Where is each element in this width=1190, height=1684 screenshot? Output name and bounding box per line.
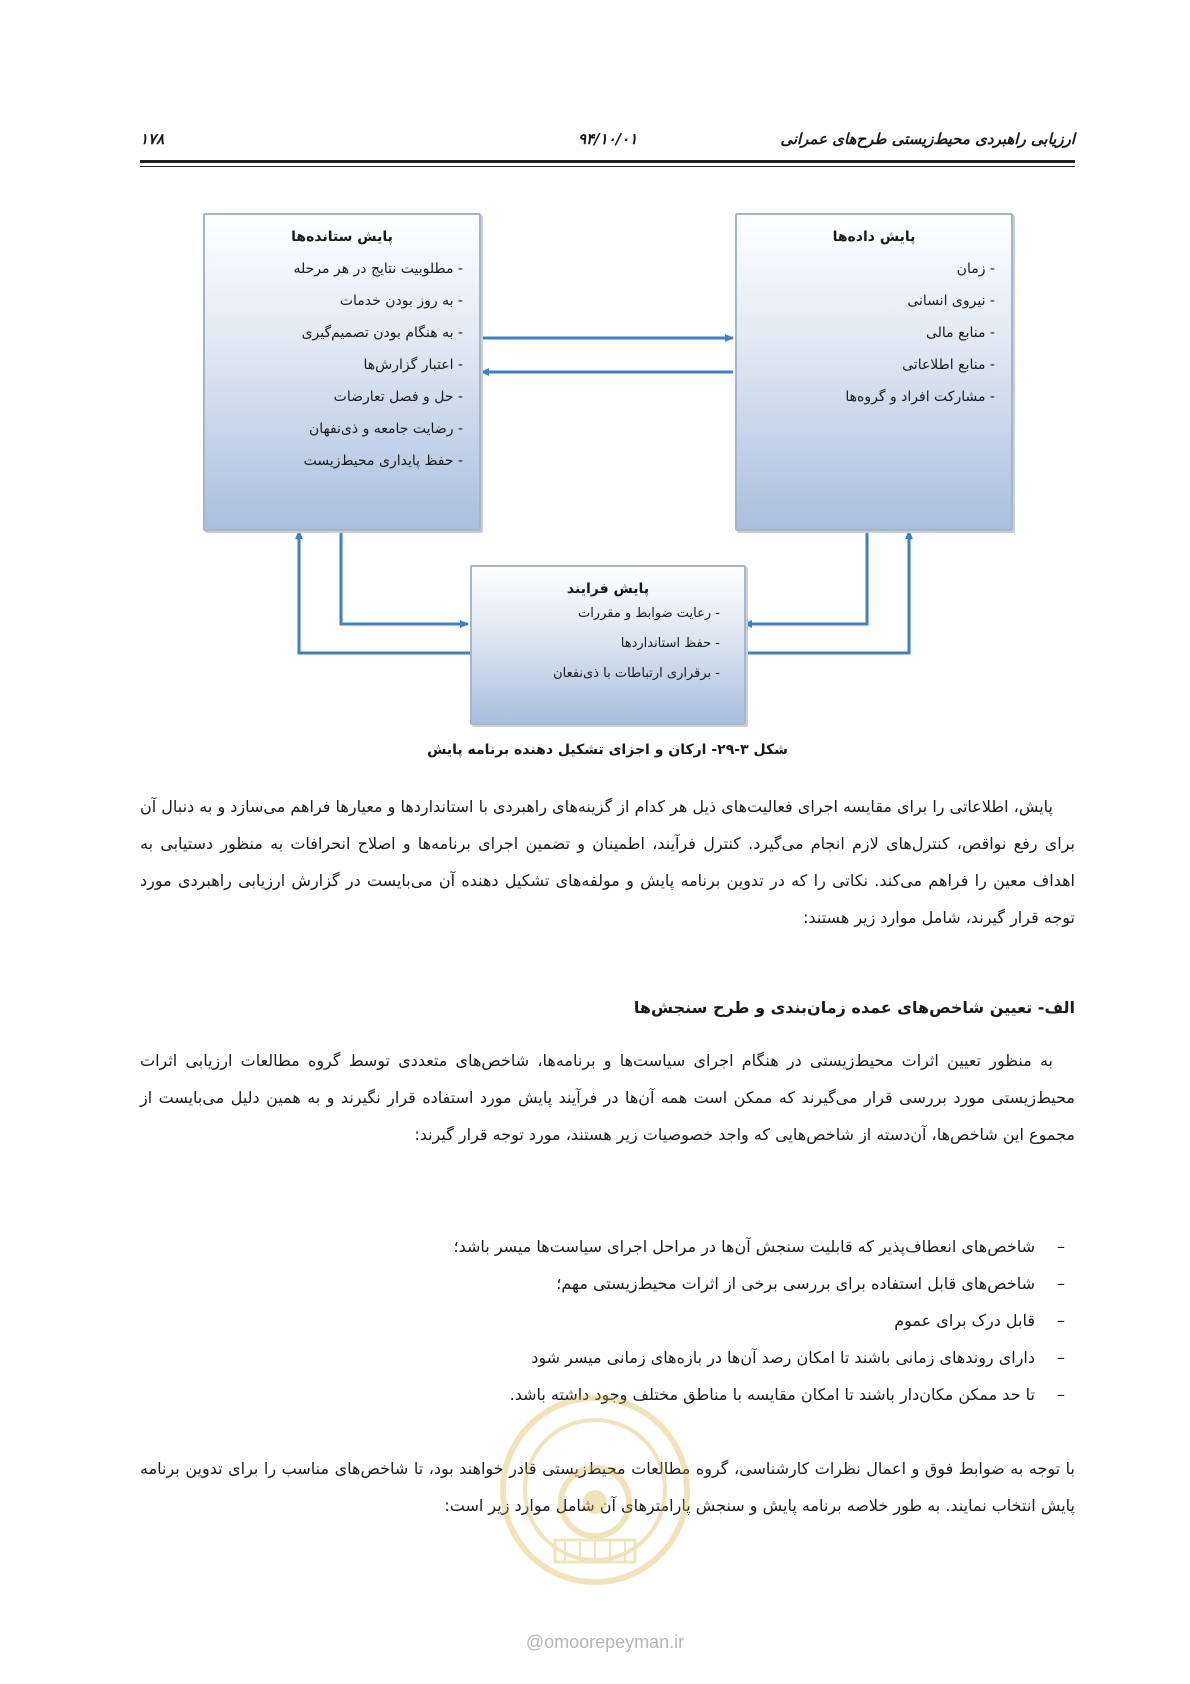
inputs-list — [737, 253, 1011, 413]
paragraph-1 — [140, 788, 1075, 936]
list-item: – قابل درک برای عموم — [140, 1302, 1075, 1339]
paragraph-text: با توجه به ضوابط فوق و اعمال نظرات کارشناسی، گروه مطالعات محیط‌زیستی قادر خواهند بود، تا شاخص‌های مناسب را برای تدوین برنامه پایش انتخاب نمایند. به طور خلاصه برنامه پایش و سنجش پارامترهای آن شامل موارد زیر است: — [140, 1459, 1075, 1515]
process-list — [472, 599, 744, 689]
list-item: - رضایت جامعه و ذی‌نفهان — [205, 413, 463, 445]
list-item: - حل و فصل تعارضات — [205, 381, 463, 413]
criteria-list — [140, 1228, 1075, 1413]
list-item: – شاخص‌های قابل استفاده برای بررسی برخی از اثرات محیط‌زیستی مهم؛ — [140, 1265, 1075, 1302]
arrow-inputs-to-process — [744, 529, 867, 624]
process-monitoring-box — [470, 565, 746, 725]
list-item: - به هنگام بودن تصمیم‌گیری — [205, 317, 463, 349]
list-item: – تا حد ممکن مکان‌دار باشند تا امکان مقایسه با مناطق مختلف وجود داشته باشد. — [140, 1376, 1075, 1413]
page-number: ۱۷۸ — [140, 130, 165, 148]
list-item: - به روز بودن خدمات — [205, 285, 463, 317]
outputs-monitoring-box — [203, 213, 481, 531]
list-item: - زمان — [737, 253, 995, 285]
watermark-seal-icon — [495, 1390, 695, 1590]
inputs-box-title: پایش داده‌ها — [832, 229, 916, 245]
list-item: – شاخص‌های انعطاف‌پذیر که قابلیت سنجش آن‌ها در مراحل اجرای سیاست‌ها میسر باشد؛ — [140, 1228, 1075, 1265]
list-item: - منابع اطلاعاتی — [737, 349, 995, 381]
outputs-list — [205, 253, 479, 477]
list-item: - مطلوبیت نتایج در هر مرحله — [205, 253, 463, 285]
list-item: - اعتبار گزارش‌ها — [205, 349, 463, 381]
section-heading: الف- تعیین شاخص‌های عمده زمان‌بندی و طرح سنجش‌ها — [633, 998, 1075, 1017]
paragraph-text: پایش، اطلاعاتی را برای مقایسه اجرای فعالیت‌های ذیل هر کدام از گزینه‌های راهبردی با استانداردها و معیارها فراهم می‌سازد و به دنبال آن برای رفع نواقص، کنترل‌های لازم انجام می‌گیرد. کنترل فرآیند، اطمینان و تضمین اجرای برنامه‌ها و اصلاح انحرافات به منظور دستیابی به اهداف معین را فراهم می‌کند. نکاتی را که در تدوین برنامه پایش و مولفه‌های تشکیل دهنده آن می‌بایست در گزارش ارزیابی راهبردی مورد توجه قرار گیرند، شامل موارد زیر هستند: — [140, 797, 1075, 927]
process-box-title: پایش فرایند — [566, 581, 650, 597]
list-item: - رعایت ضوابط و مقررات — [472, 599, 720, 629]
paragraph-2 — [140, 1042, 1075, 1153]
paragraph-text: به منظور تعیین اثرات محیط‌زیستی در هنگام اجرای سیاست‌ها و برنامه‌ها، شاخص‌های متعددی توسط گروه مطالعات ارزیابی اثرات محیط‌زیستی مورد بررسی قرار می‌گیرند که ممکن است همه آن‌ها در فرآیند پایش مورد استفاده قرار نگیرند و به همین دلیل می‌بایست از مجموع این شاخص‌ها، آن‌دسته از شاخص‌هایی که واجد خصوصیات زیر هستند، مورد توجه قرار گیرند: — [140, 1051, 1075, 1144]
list-item: - حفظ استانداردها — [472, 629, 720, 659]
figure-caption: شکل ۳-۲۹- ارکان و اجزای تشکیل دهنده برنامه پایش — [427, 742, 788, 758]
list-item: - برقراری ارتباطات با ذی‌نفعان — [472, 659, 720, 689]
list-item: - منابع مالی — [737, 317, 995, 349]
header-date: ۹۴/۱۰/۰۱ — [578, 130, 638, 148]
outputs-box-title: پایش ستانده‌ها — [291, 229, 393, 245]
arrow-process-to-outputs — [299, 531, 470, 653]
arrow-process-to-inputs — [742, 531, 909, 653]
list-item: - مشارکت افراد و گروه‌ها — [737, 381, 995, 413]
book-title: ارزیابی راهبردی محیط‌زیستی طرح‌های عمرانی — [780, 130, 1075, 148]
list-item: - نیروی انسانی — [737, 285, 995, 317]
list-item: - حفظ پایداری محیط‌زیست — [205, 445, 463, 477]
arrow-outputs-to-process — [341, 529, 468, 624]
watermark-text: @omoorepeyman.ir — [525, 1632, 685, 1652]
inputs-monitoring-box — [735, 213, 1013, 531]
list-item: – دارای روندهای زمانی باشند تا امکان رصد آن‌ها در بازه‌های زمانی میسر شود — [140, 1339, 1075, 1376]
